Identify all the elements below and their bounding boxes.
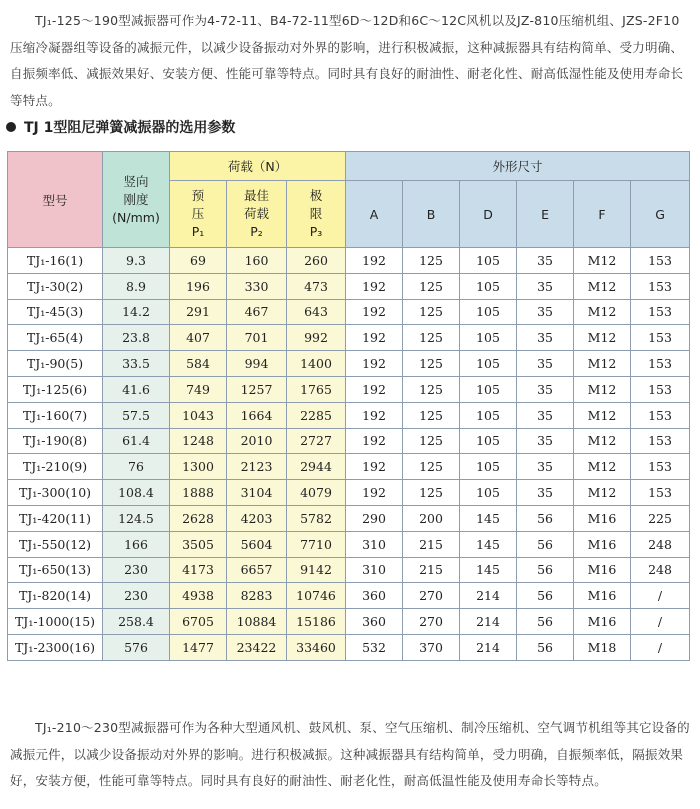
cell-dim-f: M12 [574,351,631,377]
cell-p1: 1477 [170,634,227,660]
cell-p1: 69 [170,248,227,274]
cell-dim-e: 35 [517,376,574,402]
cell-dim-e: 56 [517,531,574,557]
cell-p2: 8283 [227,583,287,609]
table-row [8,402,690,428]
cell-stiffness: 124.5 [103,505,170,531]
header-dim-d: D [460,181,517,248]
cell-p1: 4173 [170,557,227,583]
cell-model: TJ₁-210(9) [8,454,103,480]
cell-dim-b: 125 [403,351,460,377]
cell-p2: 1257 [227,376,287,402]
cell-dim-a: 360 [346,583,403,609]
cell-dim-f: M12 [574,428,631,454]
cell-model: TJ₁-125(6) [8,376,103,402]
cell-model: TJ₁-90(5) [8,351,103,377]
cell-dim-g: 153 [631,454,690,480]
cell-dim-f: M12 [574,273,631,299]
cell-dim-f: M18 [574,634,631,660]
cell-stiffness: 8.9 [103,273,170,299]
cell-p3: 15186 [287,609,346,635]
cell-model: TJ₁-1000(15) [8,609,103,635]
cell-dim-d: 105 [460,299,517,325]
cell-model: TJ₁-65(4) [8,325,103,351]
table-row [8,480,690,506]
cell-stiffness: 230 [103,557,170,583]
cell-dim-b: 125 [403,402,460,428]
bullet-icon [6,122,16,132]
cell-p3: 2727 [287,428,346,454]
cell-p2: 467 [227,299,287,325]
cell-dim-a: 192 [346,376,403,402]
cell-dim-g: 248 [631,531,690,557]
cell-dim-a: 192 [346,325,403,351]
outro-paragraph: TJ₁-210～230型减振器可作为各种大型通风机、鼓风机、泵、空气压缩机、制冷压缩机、空气调节机组等其它设备的减振元件，以减少设备振动对外界的影响。进行积极减振。这种减振器具有结构简单，受力明确，自振频率低，隔振效果好，安装方便，性能可靠等特点。同时具有良好的耐油性、耐老化性，耐高低温性能及使用寿命长等特点。 [10,720,690,788]
header-dim-g: G [631,181,690,248]
cell-dim-e: 56 [517,634,574,660]
cell-model: TJ₁-30(2) [8,273,103,299]
cell-p2: 2123 [227,454,287,480]
cell-dim-e: 35 [517,402,574,428]
cell-p2: 1664 [227,402,287,428]
cell-dim-f: M12 [574,248,631,274]
cell-p3: 260 [287,248,346,274]
cell-dim-g: 248 [631,557,690,583]
cell-dim-d: 145 [460,557,517,583]
cell-dim-f: M12 [574,454,631,480]
header-p2: 最佳 荷载 P₂ [227,181,287,248]
cell-dim-b: 125 [403,480,460,506]
cell-p1: 6705 [170,609,227,635]
cell-dim-e: 35 [517,454,574,480]
header-dim-f: F [574,181,631,248]
cell-dim-d: 145 [460,505,517,531]
cell-dim-g: 153 [631,376,690,402]
cell-model: TJ₁-2300(16) [8,634,103,660]
cell-stiffness: 230 [103,583,170,609]
cell-dim-e: 56 [517,557,574,583]
cell-stiffness: 76 [103,454,170,480]
cell-dim-d: 105 [460,351,517,377]
cell-dim-f: M16 [574,505,631,531]
cell-p2: 5604 [227,531,287,557]
table-body [8,248,690,661]
table-row [8,583,690,609]
cell-p2: 2010 [227,428,287,454]
cell-dim-b: 215 [403,557,460,583]
cell-dim-f: M12 [574,480,631,506]
table-row [8,609,690,635]
cell-stiffness: 9.3 [103,248,170,274]
header-model: 型号 [8,152,103,248]
cell-p1: 1300 [170,454,227,480]
table-row [8,376,690,402]
cell-dim-b: 270 [403,583,460,609]
cell-dim-g: 153 [631,248,690,274]
cell-dim-f: M12 [574,376,631,402]
cell-dim-b: 125 [403,325,460,351]
cell-p3: 9142 [287,557,346,583]
cell-dim-f: M12 [574,325,631,351]
cell-p2: 23422 [227,634,287,660]
cell-stiffness: 33.5 [103,351,170,377]
table-row [8,428,690,454]
cell-dim-a: 192 [346,299,403,325]
cell-dim-e: 35 [517,299,574,325]
cell-dim-b: 125 [403,454,460,480]
cell-dim-b: 215 [403,531,460,557]
cell-p3: 7710 [287,531,346,557]
cell-dim-d: 105 [460,273,517,299]
cell-p1: 1043 [170,402,227,428]
cell-stiffness: 14.2 [103,299,170,325]
table-row [8,634,690,660]
cell-p3: 643 [287,299,346,325]
cell-dim-b: 200 [403,505,460,531]
cell-dim-d: 105 [460,325,517,351]
cell-dim-d: 214 [460,634,517,660]
cell-stiffness: 108.4 [103,480,170,506]
cell-p3: 2944 [287,454,346,480]
cell-p1: 291 [170,299,227,325]
cell-dim-g: 225 [631,505,690,531]
cell-dim-e: 35 [517,273,574,299]
cell-dim-f: M16 [574,583,631,609]
cell-dim-a: 192 [346,428,403,454]
cell-dim-d: 105 [460,480,517,506]
table-row [8,531,690,557]
cell-dim-g: 153 [631,402,690,428]
cell-dim-e: 35 [517,351,574,377]
table-row [8,505,690,531]
cell-dim-f: M16 [574,557,631,583]
cell-dim-a: 192 [346,480,403,506]
cell-dim-g: 153 [631,351,690,377]
header-load-group: 荷载（N） [170,152,346,181]
cell-p2: 330 [227,273,287,299]
cell-model: TJ₁-160(7) [8,402,103,428]
cell-dim-e: 35 [517,480,574,506]
cell-dim-f: M16 [574,609,631,635]
cell-stiffness: 576 [103,634,170,660]
cell-dim-d: 214 [460,583,517,609]
header-dim-a: A [346,181,403,248]
header-p1: 预 压 P₁ [170,181,227,248]
cell-dim-e: 56 [517,583,574,609]
cell-p2: 10884 [227,609,287,635]
cell-p3: 1765 [287,376,346,402]
cell-model: TJ₁-550(12) [8,531,103,557]
cell-p2: 701 [227,325,287,351]
cell-dim-e: 35 [517,428,574,454]
cell-p3: 2285 [287,402,346,428]
cell-p1: 584 [170,351,227,377]
cell-dim-e: 56 [517,609,574,635]
cell-dim-d: 105 [460,428,517,454]
cell-dim-b: 125 [403,428,460,454]
cell-dim-a: 192 [346,273,403,299]
cell-p3: 5782 [287,505,346,531]
cell-dim-f: M12 [574,299,631,325]
table-row [8,325,690,351]
cell-model: TJ₁-650(13) [8,557,103,583]
cell-p3: 4079 [287,480,346,506]
cell-dim-g: 153 [631,299,690,325]
table-row [8,557,690,583]
cell-dim-a: 360 [346,609,403,635]
cell-p2: 3104 [227,480,287,506]
cell-dim-g: / [631,634,690,660]
table-row [8,273,690,299]
cell-dim-f: M12 [574,402,631,428]
cell-stiffness: 41.6 [103,376,170,402]
cell-dim-g: 153 [631,273,690,299]
cell-dim-e: 35 [517,325,574,351]
cell-dim-a: 310 [346,531,403,557]
cell-dim-g: 153 [631,428,690,454]
cell-model: TJ₁-45(3) [8,299,103,325]
cell-dim-g: 153 [631,325,690,351]
cell-dim-g: / [631,583,690,609]
cell-model: TJ₁-190(8) [8,428,103,454]
cell-p3: 473 [287,273,346,299]
cell-p1: 1248 [170,428,227,454]
cell-dim-d: 145 [460,531,517,557]
cell-dim-g: / [631,609,690,635]
spec-table [7,151,690,661]
cell-stiffness: 61.4 [103,428,170,454]
cell-dim-b: 125 [403,299,460,325]
cell-dim-b: 270 [403,609,460,635]
intro-paragraph: TJ₁-125～190型减振器可作为4-72-11、B4-72-11型6D～12D和6C～12C风机以及JZ-810压缩机组、JZS-2F10压缩冷凝器组等设备的减振元件，以减少设备振动对外界的影响，进行积极减振，这种减振器具有结构简单、受力明确、自振频率低、减振效果好、安装方便、性能可靠等特点。同时具有良好的耐油性、耐老化性、耐高低湿性能及使用寿命长等特点。 [10,13,684,108]
cell-p3: 1400 [287,351,346,377]
cell-dim-d: 105 [460,402,517,428]
cell-dim-a: 192 [346,248,403,274]
cell-dim-e: 56 [517,505,574,531]
cell-p3: 33460 [287,634,346,660]
cell-p3: 992 [287,325,346,351]
cell-dim-a: 192 [346,351,403,377]
cell-dim-b: 125 [403,248,460,274]
header-dim-group: 外形尺寸 [346,152,690,181]
section-heading [6,117,235,137]
cell-dim-d: 214 [460,609,517,635]
cell-dim-d: 105 [460,376,517,402]
table-row [8,248,690,274]
cell-p3: 10746 [287,583,346,609]
cell-dim-a: 310 [346,557,403,583]
cell-dim-a: 192 [346,454,403,480]
cell-model: TJ₁-16(1) [8,248,103,274]
table-row [8,299,690,325]
cell-p1: 2628 [170,505,227,531]
cell-stiffness: 57.5 [103,402,170,428]
cell-stiffness: 23.8 [103,325,170,351]
table-row [8,454,690,480]
cell-dim-a: 192 [346,402,403,428]
cell-p1: 196 [170,273,227,299]
cell-model: TJ₁-820(14) [8,583,103,609]
cell-dim-d: 105 [460,454,517,480]
cell-stiffness: 166 [103,531,170,557]
cell-p1: 749 [170,376,227,402]
cell-p1: 407 [170,325,227,351]
cell-dim-a: 532 [346,634,403,660]
table-row [8,351,690,377]
cell-dim-d: 105 [460,248,517,274]
cell-dim-f: M16 [574,531,631,557]
cell-p1: 1888 [170,480,227,506]
cell-dim-a: 290 [346,505,403,531]
cell-dim-b: 370 [403,634,460,660]
cell-model: TJ₁-420(11) [8,505,103,531]
header-dim-e: E [517,181,574,248]
cell-dim-e: 35 [517,248,574,274]
cell-dim-b: 125 [403,273,460,299]
cell-p2: 4203 [227,505,287,531]
cell-p2: 160 [227,248,287,274]
header-stiffness: 竖向 刚度 (N/mm) [103,152,170,248]
cell-p2: 6657 [227,557,287,583]
cell-dim-g: 153 [631,480,690,506]
cell-p2: 994 [227,351,287,377]
cell-stiffness: 258.4 [103,609,170,635]
section-title: TJ 1型阻尼弹簧减振器的选用参数 [24,120,236,136]
cell-model: TJ₁-300(10) [8,480,103,506]
header-dim-b: B [403,181,460,248]
cell-p1: 4938 [170,583,227,609]
cell-dim-b: 125 [403,376,460,402]
cell-p1: 3505 [170,531,227,557]
header-p3: 极 限 P₃ [287,181,346,248]
